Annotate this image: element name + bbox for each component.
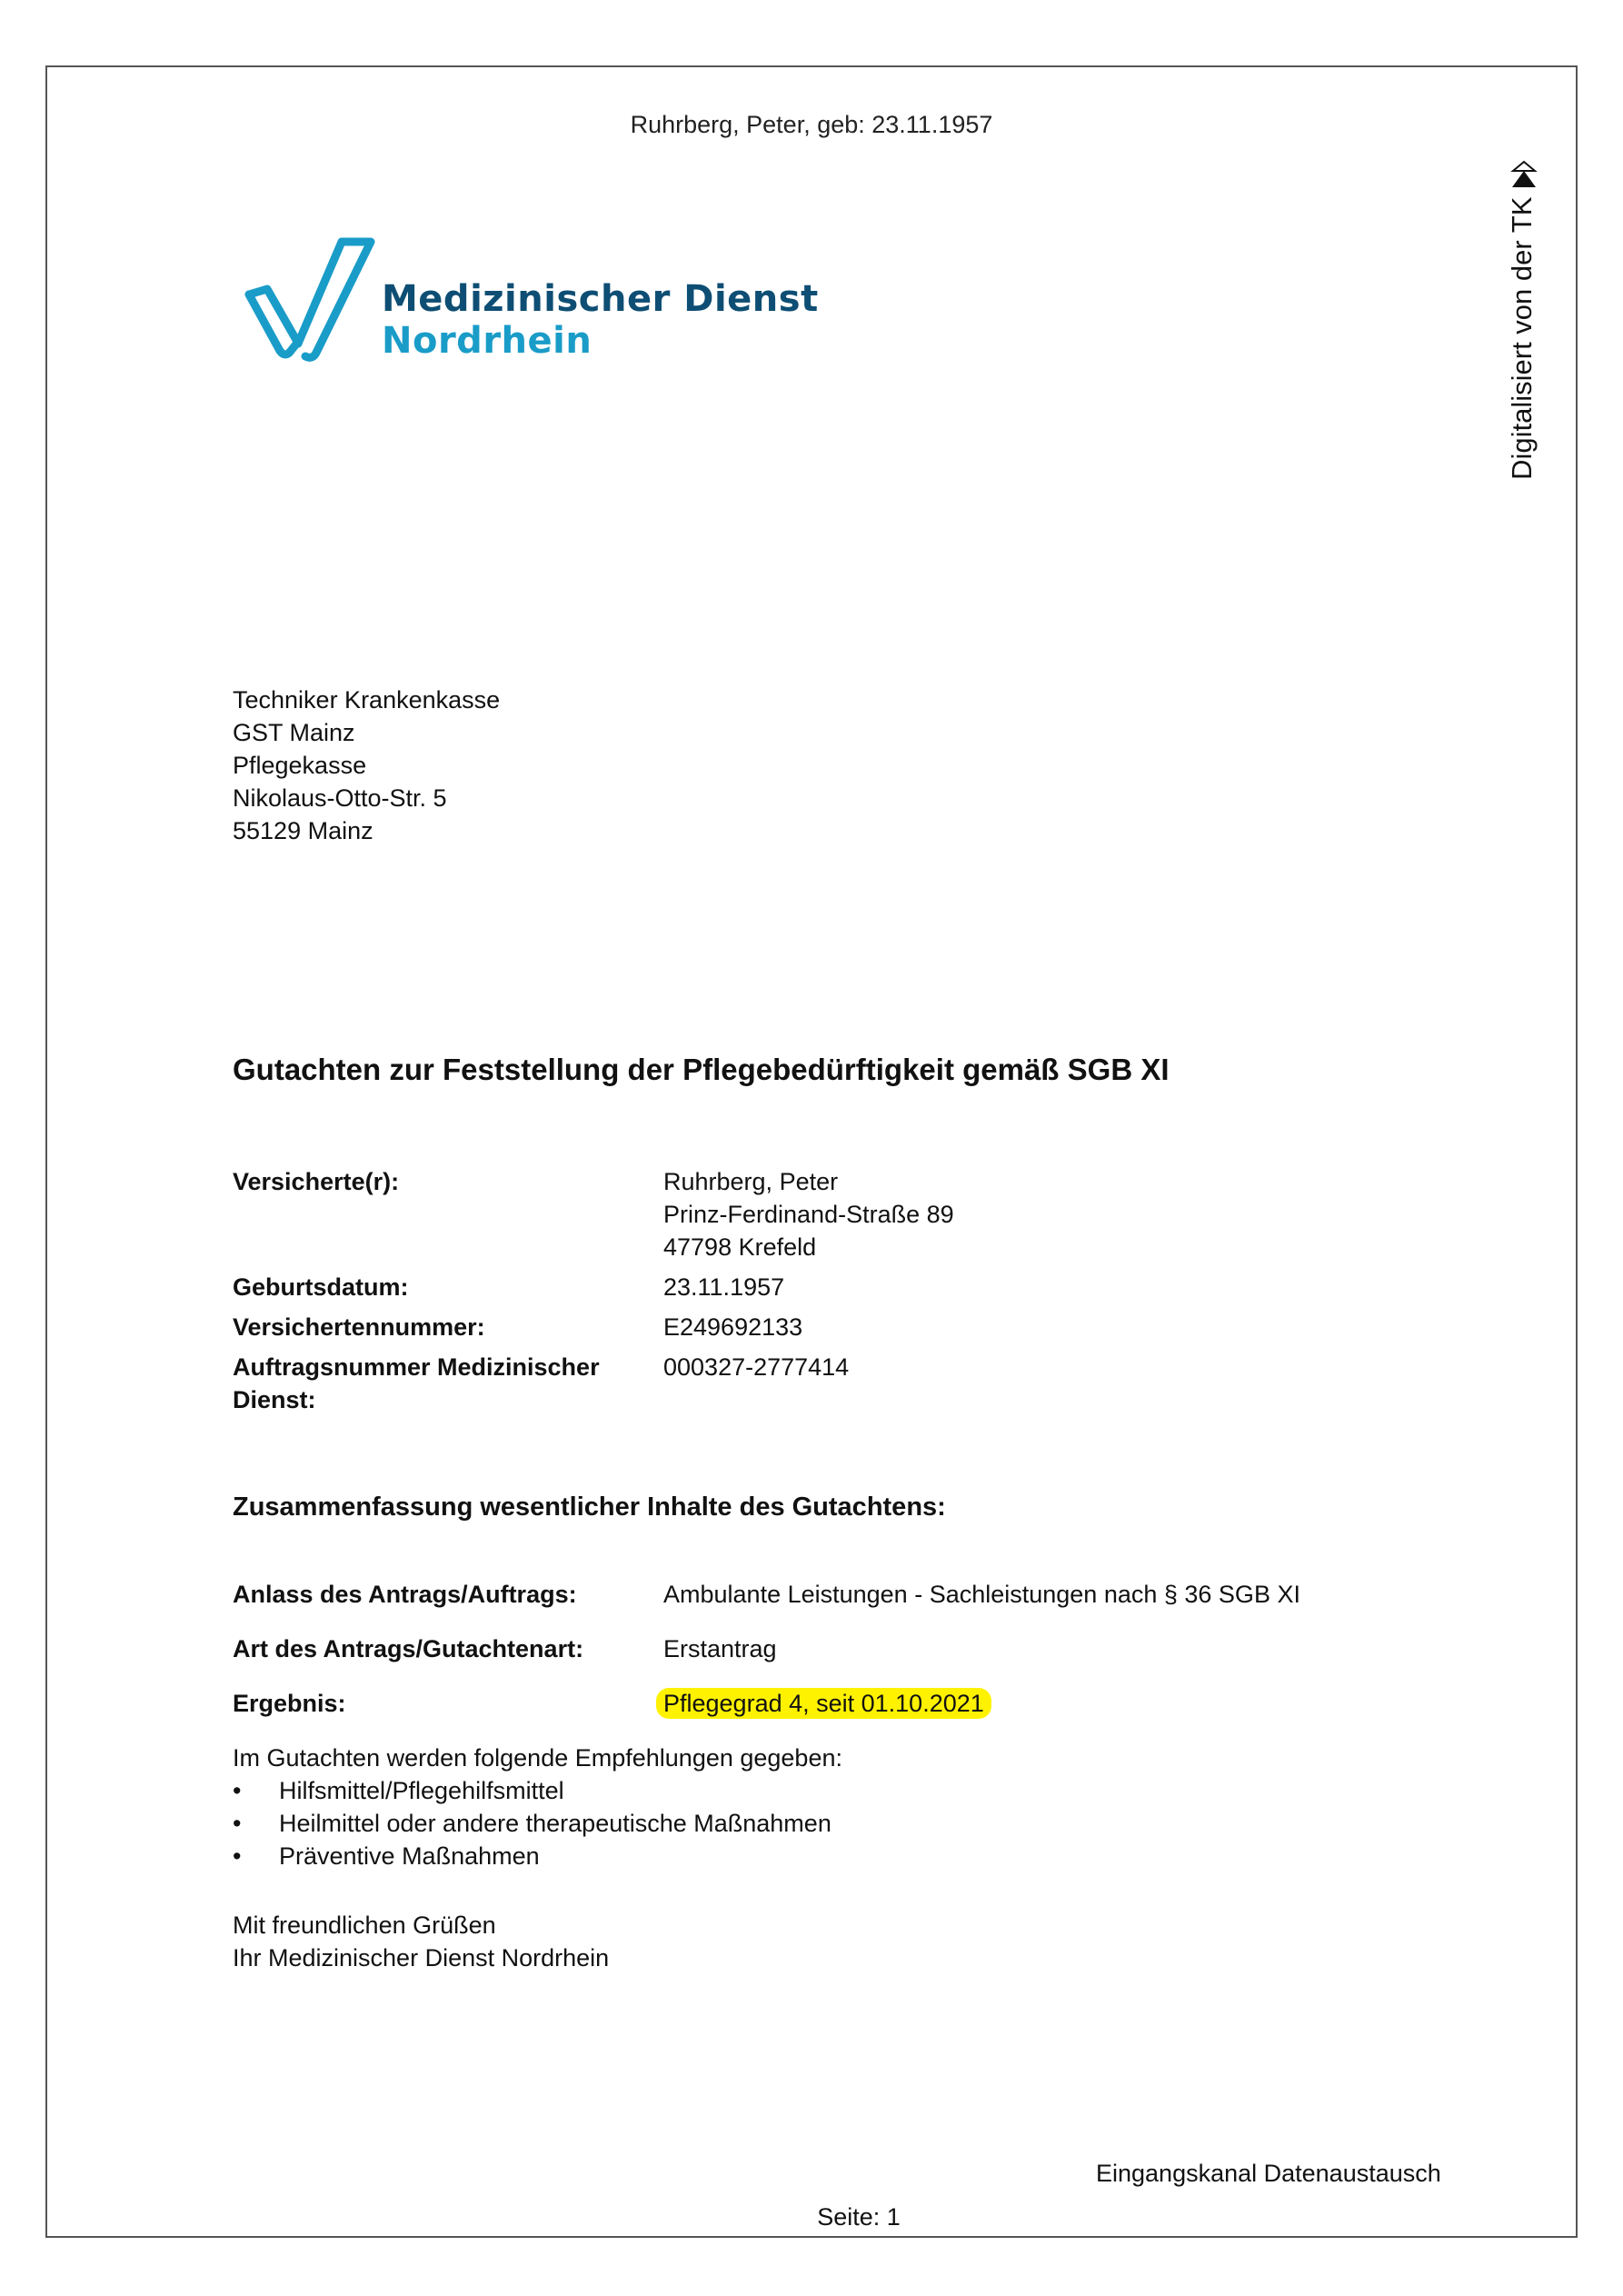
- digitized-stamp-text: Digitalisiert von der TK: [1506, 196, 1538, 480]
- document-title: Gutachten zur Feststellung der Pflegebedürftigkeit gemäß SGB XI: [233, 1053, 1170, 1086]
- digitized-stamp: [1495, 160, 1549, 542]
- bullet: •: [233, 1810, 242, 1837]
- bullet: •: [233, 1777, 242, 1804]
- logo-line-2: Nordrhein: [382, 320, 592, 362]
- insured-name: Ruhrberg, Peter: [663, 1168, 839, 1195]
- recipient-line: 55129 Mainz: [233, 817, 373, 844]
- recipient-line: Pflegekasse: [233, 752, 367, 779]
- recommendations-intro: Im Gutachten werden folgende Empfehlungen gegeben:: [233, 1744, 842, 1772]
- patient-header: Ruhrberg, Peter, geb: 23.11.1957: [630, 111, 993, 138]
- insured-label: Versicherte(r):: [233, 1168, 400, 1195]
- occasion-label: Anlass des Antrags/Auftrags:: [233, 1581, 577, 1608]
- list-item: • Heilmittel oder andere therapeutische Maßnahmen: [233, 1807, 842, 1840]
- logo-line-1: Medizinischer Dienst: [382, 278, 819, 320]
- insured-city: 47798 Krefeld: [663, 1233, 817, 1261]
- closing-line-2: Ihr Medizinischer Dienst Nordrhein: [233, 1944, 610, 1972]
- order-number-value: 000327-2777414: [663, 1353, 850, 1381]
- result-value: [663, 1687, 991, 1720]
- recommendations: [233, 1742, 842, 1872]
- recommendations-list: [233, 1774, 842, 1872]
- md-logo-text: [382, 278, 819, 362]
- result-highlight: Pflegegrad 4, seit 01.10.2021: [656, 1688, 991, 1719]
- closing-line-1: Mit freundlichen Grüßen: [233, 1912, 496, 1939]
- insured-street: Prinz-Ferdinand-Straße 89: [663, 1201, 954, 1228]
- occasion-value: Ambulante Leistungen - Sachleistungen nach § 36 SGB XI: [663, 1581, 1300, 1608]
- footer-channel: Eingangskanal Datenaustausch: [1096, 2160, 1441, 2187]
- birthdate-value: 23.11.1957: [663, 1273, 785, 1301]
- list-item: • Hilfsmittel/Pflegehilfsmittel: [233, 1774, 842, 1807]
- insured-value: [663, 1165, 954, 1263]
- type-value: Erstantrag: [663, 1635, 777, 1662]
- md-logo-mark: [244, 235, 380, 366]
- result-label: Ergebnis:: [233, 1690, 346, 1717]
- closing: [233, 1909, 609, 1974]
- type-label: Art des Antrags/Gutachtenart:: [233, 1635, 584, 1662]
- play-triangle-icon: [1510, 160, 1538, 189]
- page-number: Seite: 1: [817, 2203, 901, 2231]
- recipient-line: Techniker Krankenkasse: [233, 686, 501, 714]
- recipient-line: Nikolaus-Otto-Str. 5: [233, 784, 447, 812]
- bullet: •: [233, 1842, 242, 1870]
- recipient-line: GST Mainz: [233, 719, 355, 746]
- insurance-number-label: Versichertennummer:: [233, 1313, 485, 1341]
- recipient-address: [233, 684, 500, 847]
- insurance-number-value: E249692133: [663, 1313, 803, 1341]
- birthdate-label: Geburtsdatum:: [233, 1273, 409, 1301]
- list-item: • Präventive Maßnahmen: [233, 1840, 842, 1872]
- summary-title: Zusammenfassung wesentlicher Inhalte des Gutachtens:: [233, 1492, 946, 1522]
- order-number-label: Auftragsnummer Medizinischer Dienst:: [233, 1353, 600, 1413]
- checkmark-logo-icon: [244, 235, 380, 362]
